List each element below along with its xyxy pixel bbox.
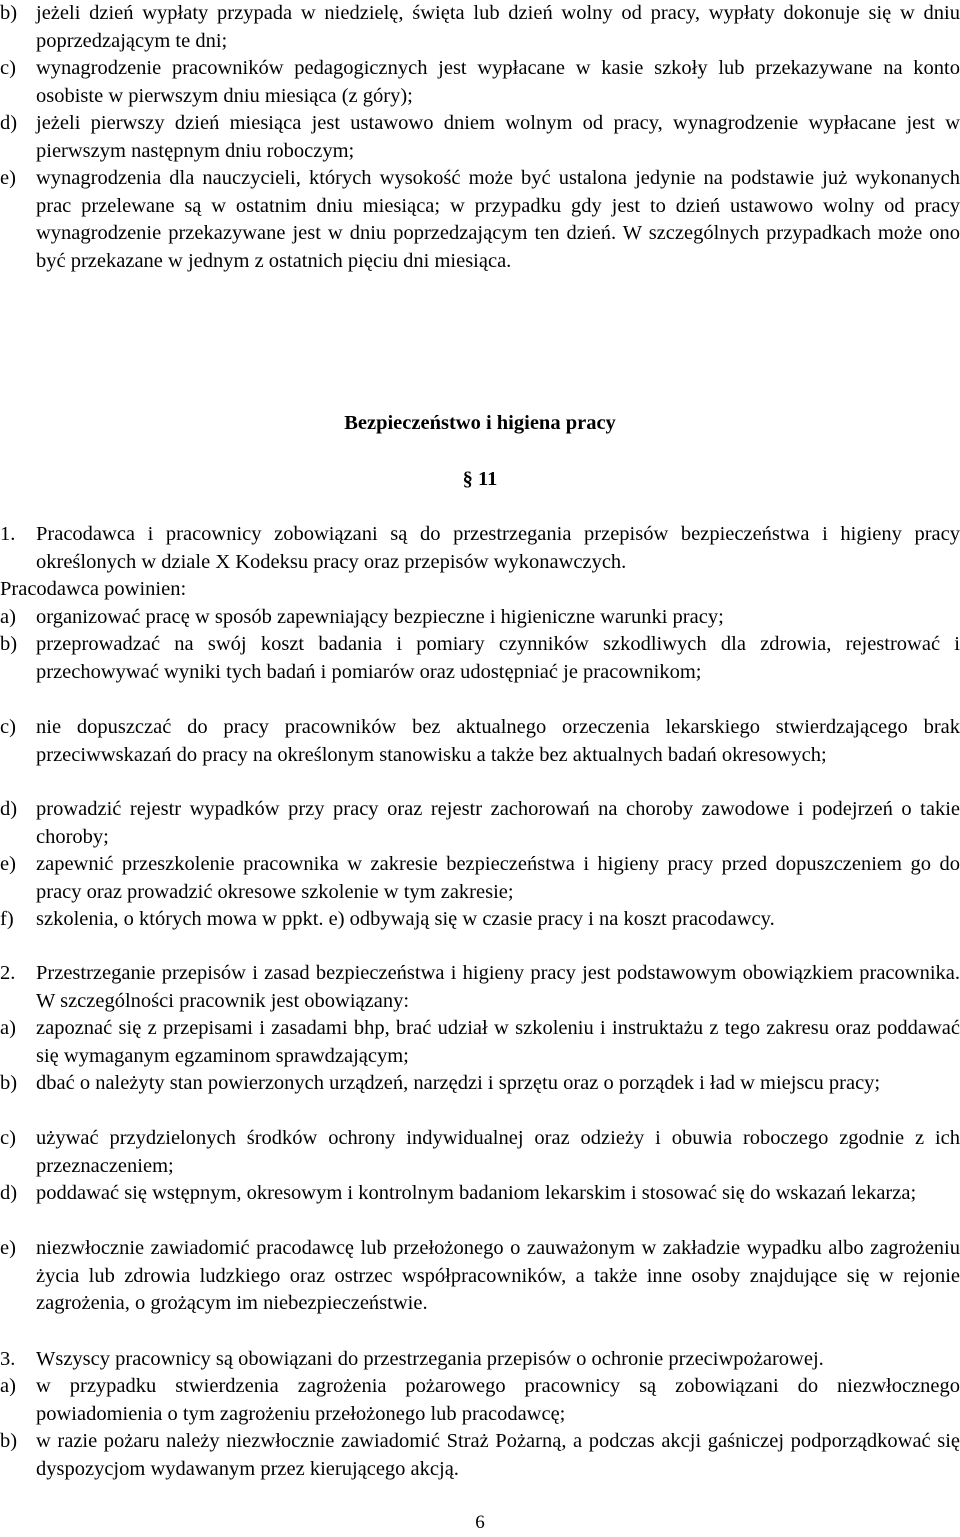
list-item-text: zapewnić przeszkolenie pracownika w zakresie bezpieczeństwa i higieny pracy przed dopuszczeniem go do pracy oraz prowadzić okresowe szkolenie w tym zakresie; (36, 853, 960, 903)
list-item (0, 1180, 960, 1208)
list-item-text: dbać o należyty stan powierzonych urządzeń, narzędzi i sprzętu oraz o porządek i ład w miejscu pracy; (36, 1072, 881, 1094)
list-item-text: zapoznać się z przepisami i zasadami bhp, brać udział w szkoleniu i instruktażu z tego zakresu oraz poddawać się wymaganym egzaminom sprawdzającym; (36, 1017, 960, 1067)
page-number: 6 (475, 1512, 485, 1533)
list-item-text: jeżeli pierwszy dzień miesiąca jest ustawowo dniem wolnym od pracy, wynagrodzenie wypłacane jest w pierwszym następnym dniu roboczym; (36, 112, 960, 162)
list-item (0, 604, 960, 632)
list-item (0, 1070, 960, 1098)
list-item-text: używać przydzielonych środków ochrony indywidualnej oraz odzieży i obuwia roboczego zgodnie z ich przeznaczeniem; (36, 1127, 960, 1177)
list-item-label: c) (0, 57, 16, 79)
list-item-text: szkolenia, o których mowa w ppkt. e) odbywają się w czasie pracy i na koszt pracodawcy. (36, 908, 775, 930)
list-item-label: e) (0, 1237, 16, 1259)
list-item-label: d) (0, 112, 18, 134)
point-2 (0, 960, 960, 1015)
list-item (0, 796, 960, 851)
point-intro: Wszyscy pracownicy są obowiązani do przestrzegania przepisów o ochronie przeciwpożarowej. (36, 1348, 824, 1370)
list-item (0, 1235, 960, 1318)
list-item-label: b) (0, 1072, 18, 1094)
list-item (0, 1373, 960, 1428)
list-item-label: c) (0, 716, 16, 738)
list-item-label: c) (0, 1127, 16, 1149)
list-item-text: wynagrodzenie pracowników pedagogicznych jest wypłacane w kasie szkoły lub przekazywane na konto osobiste w pierwszym dniu miesiąca (z góry); (36, 57, 960, 107)
list-item-text: przeprowadzać na swój koszt badania i pomiary czynników szkodliwych dla zdrowia, rejestrować i przechowywać wyniki tych badań i pomiarów oraz udostępniać je pracownikom; (36, 633, 960, 683)
list-item-text: poddawać się wstępnym, okresowym i kontrolnym badaniom lekarskim i stosować się do wskazań lekarza; (36, 1182, 917, 1204)
section-title: Bezpieczeństwo i higiena pracy (344, 412, 616, 434)
point-1 (0, 521, 960, 576)
list-item-label: e) (0, 167, 16, 189)
point-intro: Przestrzeganie przepisów i zasad bezpieczeństwa i higieny pracy jest podstawowym obowiązkiem pracownika. W szczególności pracownik jest obowiązany: (36, 962, 960, 1012)
point-number: 2. (0, 962, 16, 984)
list-item (0, 55, 960, 110)
point-number: 1. (0, 523, 16, 545)
list-item-text: organizować pracę w sposób zapewniający bezpieczne i higieniczne warunki pracy; (36, 606, 724, 628)
list-item (0, 110, 960, 165)
list-item-label: b) (0, 1430, 18, 1452)
list-item-label: a) (0, 1017, 16, 1039)
list-item-label: d) (0, 1182, 18, 1204)
list-item-text: wynagrodzenia dla nauczycieli, których wysokość może być ustalona jedynie na podstawie już wykonanych prac przelewane są w ostatnim dniu miesiąca; w przypadku gdy jest to dzień ustawowo wolny od pracy wynagrodzenie przekazywane jest w dniu poprzedzającym ten dzień. W szczególnych przypadkach może ono być przekazane w jednym z ostatnich pięciu dni miesiąca. (36, 167, 960, 272)
list-item-text: w przypadku stwierdzenia zagrożenia pożarowego pracownicy są zobowiązani do niezwłocznego powiadomienia o tym zagrożeniu przełożonego lub pracodawcę; (36, 1375, 960, 1425)
list-item (0, 851, 960, 906)
section-mark: § 11 (462, 468, 498, 490)
list-item-label: d) (0, 798, 18, 820)
list-item-text: w razie pożaru należy niezwłocznie zawiadomić Straż Pożarną, a podczas akcji gaśniczej podporządkować się dyspozycjom wydawanym przez kierującego akcją. (36, 1430, 960, 1480)
list-item-text: nie dopuszczać do pracy pracowników bez aktualnego orzeczenia lekarskiego stwierdzającego brak przeciwwskazań do pracy na określonym stanowisku a także bez aktualnych badań okresowych; (36, 716, 960, 766)
list-item (0, 1015, 960, 1070)
list-item-text: niezwłocznie zawiadomić pracodawcę lub przełożonego o zauważonym w zakładzie wypadku albo zagrożeniu życia lub zdrowia ludzkiego oraz ostrzec współpracowników, a także inne osoby znajdujące się w rejonie zagrożenia, o grożącym im niebezpieczeństwie. (36, 1237, 960, 1314)
list-item-label: b) (0, 633, 18, 655)
list-item (0, 714, 960, 769)
list-item (0, 0, 960, 55)
point-intro: Pracodawca i pracownicy zobowiązani są do przestrzegania przepisów bezpieczeństwa i higieny pracy określonych w dziale X Kodeksu pracy oraz przepisów wykonawczych. (36, 523, 960, 573)
list-item (0, 1428, 960, 1483)
point-1-lead: Pracodawca powinien: (0, 578, 187, 600)
list-item-text: jeżeli dzień wypłaty przypada w niedzielę, święta lub dzień wolny od pracy, wypłaty dokonuje się w dniu poprzedzającym te dni; (36, 2, 960, 52)
list-item-text: prowadzić rejestr wypadków przy pracy oraz rejestr zachorowań na choroby zawodowe i podejrzeń o takie choroby; (36, 798, 960, 848)
list-item-label: f) (0, 908, 14, 930)
point-3 (0, 1346, 960, 1374)
list-item-label: a) (0, 606, 16, 628)
list-item (0, 1125, 960, 1180)
list-item-label: a) (0, 1375, 16, 1397)
list-item-label: b) (0, 2, 18, 24)
list-item (0, 906, 960, 934)
list-item (0, 165, 960, 275)
point-number: 3. (0, 1348, 16, 1370)
list-item (0, 631, 960, 686)
list-item-label: e) (0, 853, 16, 875)
